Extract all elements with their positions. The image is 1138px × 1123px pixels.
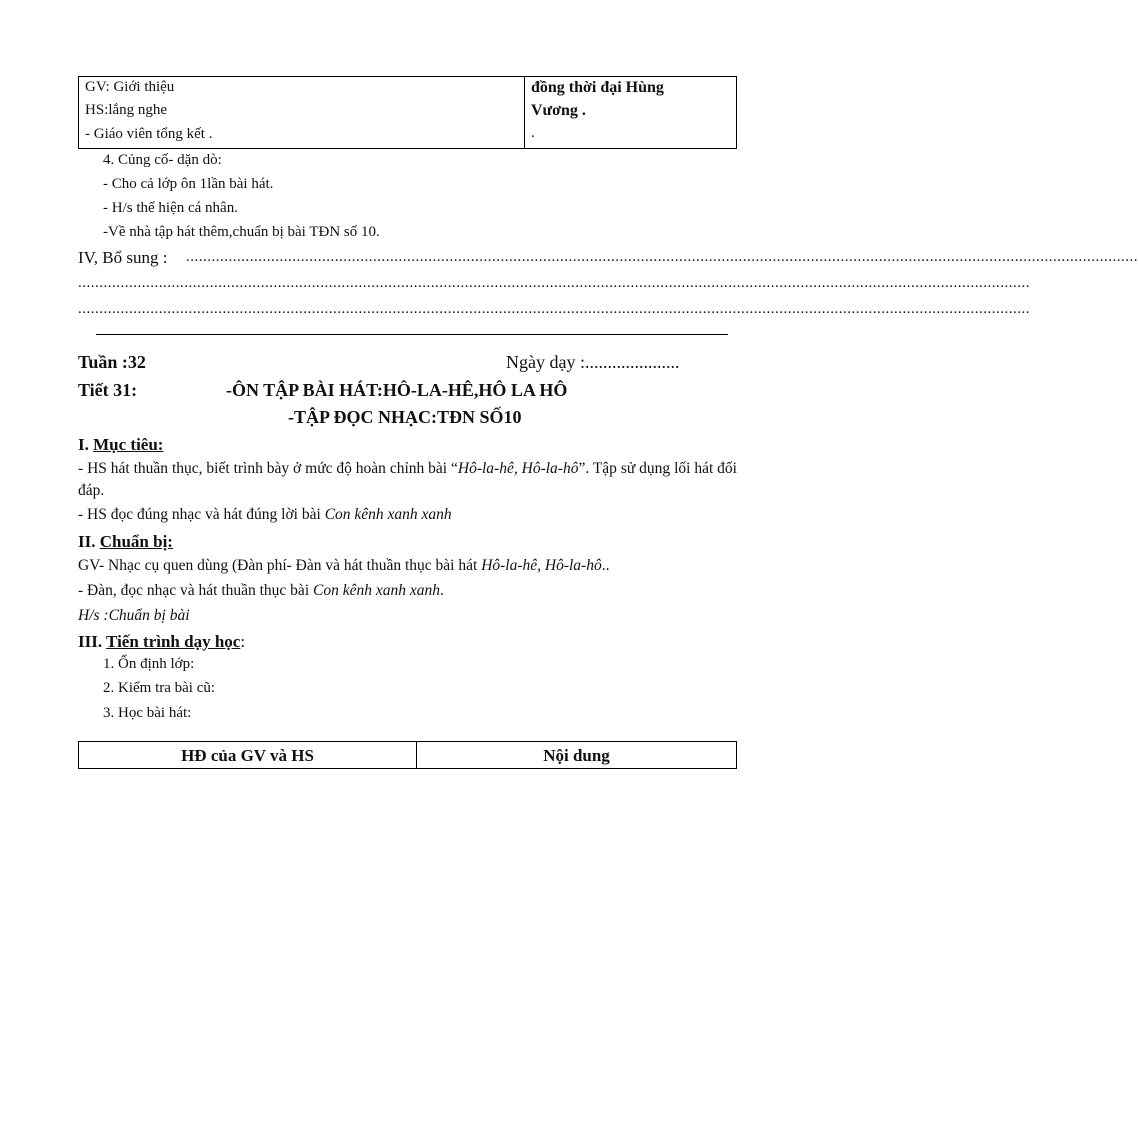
objectives-line-1: - HS hát thuần thục, biết trình bày ở mức độ hoàn chỉnh bài “Hô-la-hê, Hô-la-hô”. Tập sử dụng lối hát đối đáp. [78,460,737,499]
objectives-heading: I. Mục tiêu: [78,435,164,454]
activity-table-continued [78,76,737,149]
consolidation-item: - H/s thể hiện cá nhân. [103,200,238,216]
table-cell-right-line: đồng thời đại Hùng [531,79,664,96]
song-title: Hô-la-hê, Hô-la-hô [481,557,602,574]
preparation-line-2: - Đàn, đọc nhạc và hát thuần thục bài Con kênh xanh xanh. [78,582,444,599]
procedure-step: 2. Kiểm tra bài cũ: [103,680,216,696]
lesson-title-line-2: -TẬP ĐỌC NHẠC:TĐN SỐ10 [288,407,522,427]
supplement-dotted-line: ................................................................................................................................................................................................................................ [186,249,1138,265]
table-cell-left-line: - Giáo viên tổng kết . [85,126,213,142]
supplement-dotted-line: ................................................................................................................................................................................................................................ [78,275,1030,291]
preparation-line-1: GV- Nhạc cụ quen dùng (Đàn phí- Đàn và hát thuần thục bài hát Hô-la-hê, Hô-la-hô.. [78,557,610,574]
lesson-title-line-1: -ÔN TẬP BÀI HÁT:HÔ-LA-HÊ,HÔ LA HÔ [226,380,568,400]
period-label: Tiết 31: [78,380,138,400]
song-title: Con kênh xanh xanh [313,582,440,599]
supplement-label: IV, Bổ sung : [78,248,168,267]
table-cell-right-line: Vương . [531,102,586,119]
teaching-date-label: Ngày dạy :..................... [506,352,680,372]
supplement-dotted-line: ................................................................................................................................................................................................................................ [78,301,1030,317]
table-cell-right-line: . [531,125,535,141]
section-divider [96,334,728,335]
procedure-heading: III. Tiến trình dạy học: [78,632,246,651]
table-header-content: Nội dung [543,746,610,765]
procedure-step: 1. Ổn định lớp: [103,656,195,672]
consolidation-item: - Cho cả lớp ôn 1lần bài hát. [103,176,274,192]
week-label: Tuần :32 [78,352,146,372]
table-column-divider [524,77,525,148]
objectives-line-2: - HS đọc đúng nhạc và hát đúng lời bài Con kênh xanh xanh [78,506,452,523]
procedure-step: 3. Học bài hát: [103,705,192,721]
activity-table-header [78,741,737,769]
table-cell-left-line: GV: Giới thiệu [85,79,175,95]
preparation-line-3: H/s :Chuẩn bị bài [78,607,190,624]
consolidation-heading: 4. Củng cố- dặn dò: [103,152,222,168]
song-title: Hô-la-hê, Hô-la-hô [457,460,579,477]
preparation-heading: II. Chuẩn bị: [78,532,173,551]
table-cell-left-line: HS:lắng nghe [85,102,168,118]
consolidation-item: -Về nhà tập hát thêm,chuẩn bị bài TĐN số 10. [103,224,380,240]
song-title: Con kênh xanh xanh [324,506,452,523]
table-header-activities: HĐ của GV và HS [181,746,314,765]
